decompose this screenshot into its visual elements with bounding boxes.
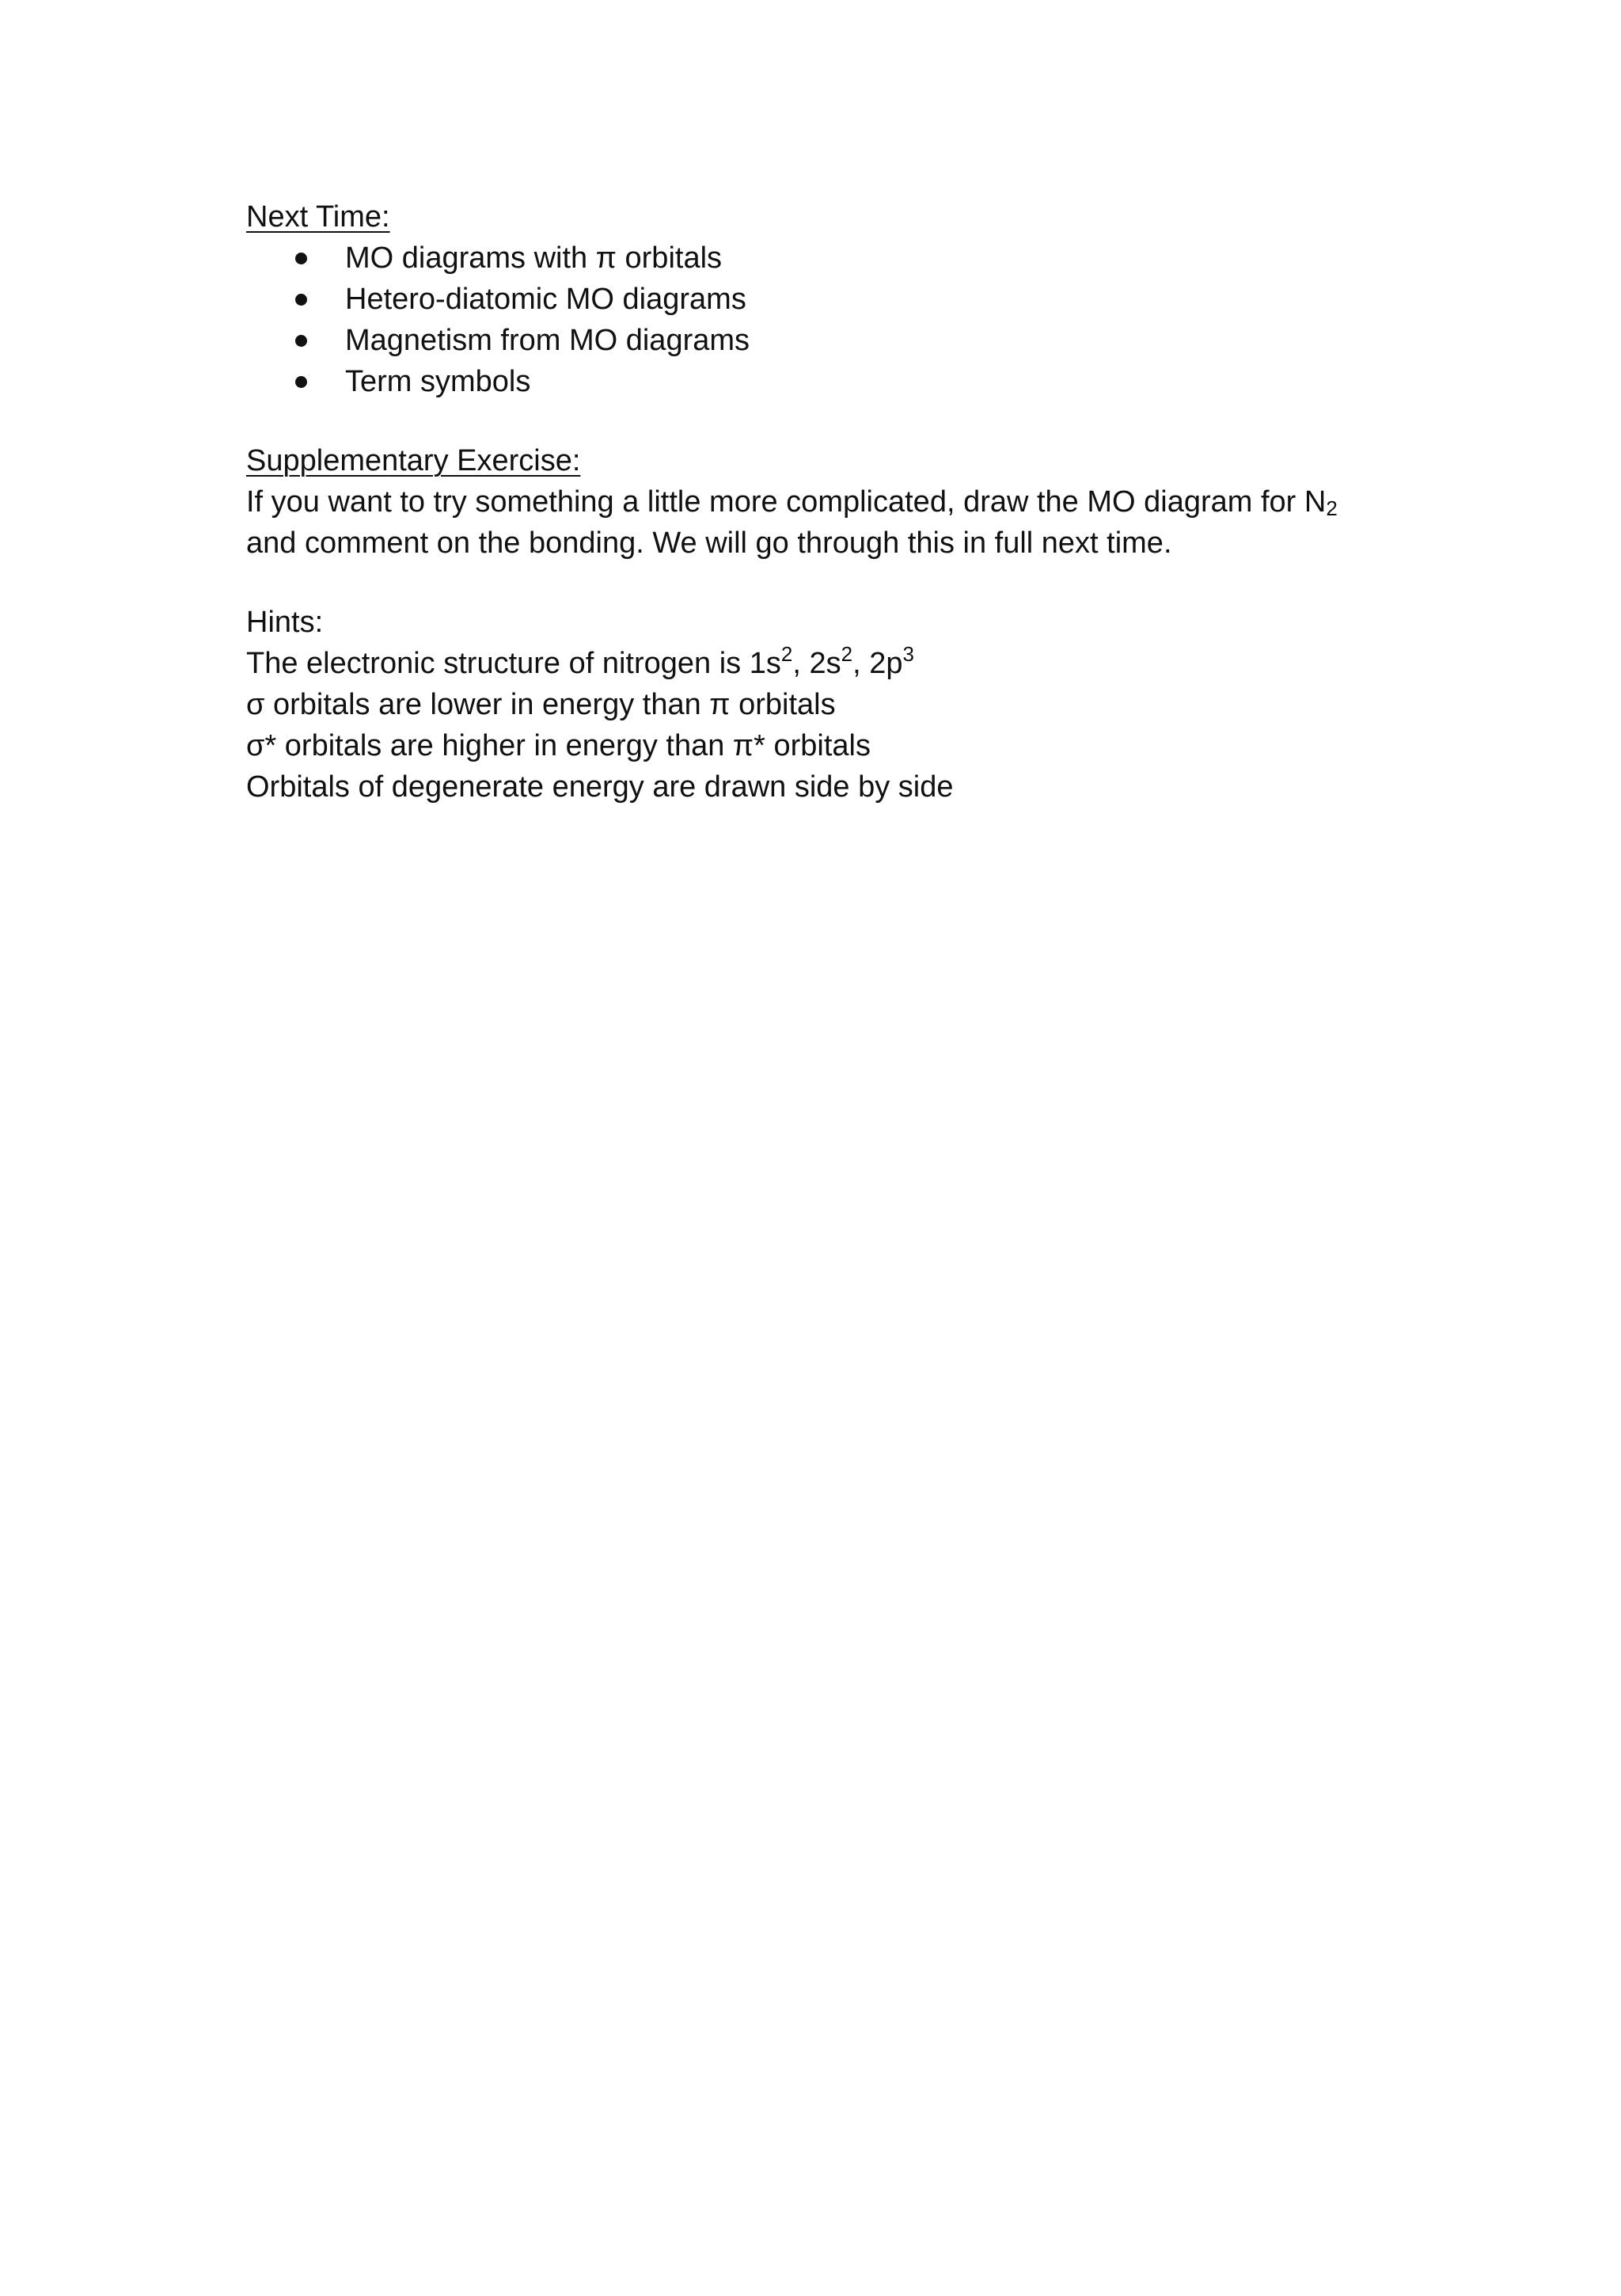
- list-item-text: Hetero-diatomic MO diagrams: [345, 283, 746, 316]
- orbital-2p-exponent: 3: [902, 642, 914, 666]
- bullet-icon: [295, 335, 307, 347]
- hint-prefix: The electronic structure of nitrogen is: [246, 647, 750, 680]
- supplementary-line-1-text: If you want to try something a little more complicated, draw the MO diagram for N: [246, 485, 1327, 519]
- orbital-1s-exponent: 2: [780, 642, 793, 666]
- list-item-text: MO diagrams with π orbitals: [345, 241, 723, 275]
- hint-electronic-structure: [246, 643, 1433, 684]
- section-spacer: [246, 402, 1433, 440]
- next-time-heading: Next Time:: [246, 200, 390, 234]
- list-item: [246, 279, 1433, 320]
- hint-sigma-star-pi-star: σ* orbitals are higher in energy than π* orbitals: [246, 729, 871, 762]
- n2-subscript: 2: [1326, 496, 1338, 520]
- hint-degenerate-orbitals: Orbitals of degenerate energy are drawn side by side: [246, 770, 954, 804]
- list-item: [246, 320, 1433, 361]
- hints-heading: Hints:: [246, 606, 324, 639]
- document-content: [246, 196, 1433, 808]
- hint-sigma-pi: σ orbitals are lower in energy than π orbitals: [246, 688, 836, 721]
- list-item: [246, 361, 1433, 402]
- supplementary-line-2: and comment on the bonding. We will go through this in full next time.: [246, 526, 1172, 560]
- separator: ,: [852, 647, 870, 680]
- orbital-2p: 2p: [869, 647, 903, 680]
- orbital-2s: 2s: [809, 647, 841, 680]
- supplementary-heading: Supplementary Exercise:: [246, 444, 581, 477]
- list-item: [246, 238, 1433, 279]
- list-item-text: Magnetism from MO diagrams: [345, 324, 750, 357]
- next-time-list: [246, 238, 1433, 402]
- supplementary-line-1: [246, 481, 1433, 523]
- list-item-text: Term symbols: [345, 365, 531, 398]
- bullet-icon: [295, 376, 307, 388]
- section-spacer: [246, 564, 1433, 602]
- bullet-icon: [295, 253, 307, 264]
- orbital-2s-exponent: 2: [841, 642, 853, 666]
- separator: ,: [792, 647, 810, 680]
- bullet-icon: [295, 294, 307, 306]
- orbital-1s: 1s: [749, 647, 781, 680]
